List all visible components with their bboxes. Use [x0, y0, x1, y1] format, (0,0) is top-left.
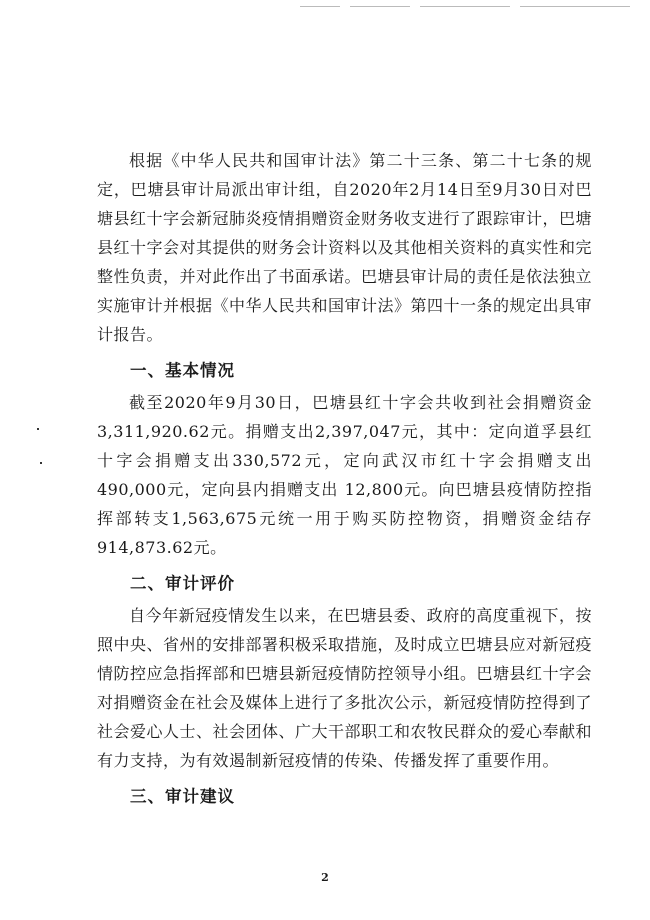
basic-situation-paragraph: 截至2020年9月30日，巴塘县红十字会共收到社会捐赠资金3,311,920.62元。捐赠支出2,397,047元，其中：定向道孚县红十字会捐赠支出330,572元，定向武汉市红十字会捐赠支出490,000元，定向县内捐赠支出 12,800元。向巴塘县疫情防控指挥部转支1,563,675元统一用于购买防控物资，捐赠资金结存914,873.62元。: [97, 393, 592, 557]
document-body: [97, 146, 592, 814]
audit-evaluation-paragraph: 自今年新冠疫情发生以来，在巴塘县委、政府的高度重视下，按照中央、省州的安排部署积极采取措施，及时成立巴塘县应对新冠疫情防控应急指挥部和巴塘县新冠疫情防控领导小组。巴塘县红十字会对捐赠资金在社会及媒体上进行了多批次公示，新冠疫情防控得到了社会爱心人士、社会团体、广大干部职工和农牧民群众的爱心奉献和有力支持，为有效遏制新冠疫情的传染、传播发挥了重要作用。: [97, 606, 593, 770]
page-number: 2: [321, 871, 329, 884]
section-heading-audit-evaluation: 二、审计评价: [130, 574, 235, 593]
intro-paragraph: 根据《中华人民共和国审计法》第二十三条、第二十七条的规定，巴塘县审计局派出审计组，自2020年2月14日至9月30日对巴塘县红十字会新冠肺炎疫情捐赠资金财务收支进行了跟踪审计，巴塘县红十字会对其提供的财务会计资料以及其他相关资料的真实性和完整性负责，并对此作出了书面承诺。巴塘县审计局的责任是依法独立实施审计并根据《中华人民共和国审计法》第四十一条的规定出具审计报告。: [97, 151, 593, 344]
top-rule-2: [350, 6, 410, 7]
top-rule-3: [420, 6, 510, 7]
scan-speck: [37, 428, 39, 430]
scan-speck: [40, 462, 42, 464]
section-heading-basic-situation: 一、基本情况: [130, 361, 235, 380]
top-rule-4: [520, 6, 630, 7]
section-heading-audit-recommendation: 三、审计建议: [130, 787, 235, 806]
top-rule-1: [300, 6, 340, 7]
